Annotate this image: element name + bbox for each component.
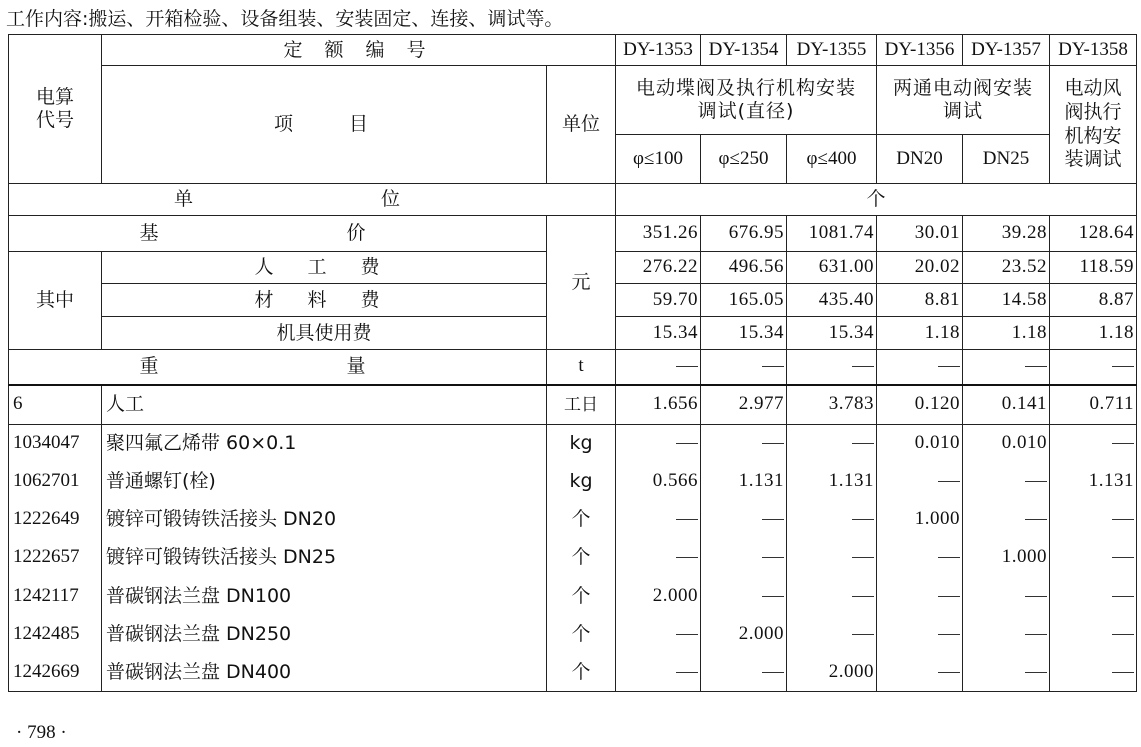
dash-mark	[852, 634, 874, 635]
material-value: 2.000	[701, 616, 787, 654]
weight-value	[963, 350, 1050, 385]
material-unit: 个	[547, 577, 616, 616]
dash-mark	[1025, 366, 1047, 367]
material-name: 普通螺钉(栓)	[102, 463, 547, 501]
labor-name: 人工	[102, 385, 547, 425]
material-code: 1222649	[9, 501, 102, 539]
material-name: 普碳钢法兰盘 DN100	[102, 577, 547, 616]
group-header-damper-actuator: 电动风阀执行机构安装调试	[1050, 66, 1137, 184]
material-value	[701, 425, 787, 463]
material-value	[701, 501, 787, 539]
material-row	[9, 539, 1137, 577]
material-value	[877, 577, 963, 616]
weight-value	[877, 350, 963, 385]
material-value	[787, 616, 877, 654]
spec-header: DN25	[963, 135, 1050, 184]
machine-cost-value: 15.34	[701, 317, 787, 350]
group-header-row	[9, 66, 1137, 135]
material-value	[787, 425, 877, 463]
quota-number: DY-1358	[1050, 35, 1137, 66]
work-content-caption: 工作内容:搬运、开箱检验、设备组装、安装固定、连接、调试等。	[6, 8, 564, 30]
labor-cost-value: 276.22	[616, 252, 701, 284]
material-value	[1050, 539, 1137, 577]
base-price-value: 30.01	[877, 216, 963, 252]
material-code: 1242669	[9, 654, 102, 692]
material-value: 2.000	[616, 577, 701, 616]
material-name: 普碳钢法兰盘 DN400	[102, 654, 547, 692]
material-name: 聚四氟乙烯带 60×0.1	[102, 425, 547, 463]
material-cost-value: 14.58	[963, 284, 1050, 317]
material-value	[963, 577, 1050, 616]
material-row	[9, 501, 1137, 539]
labor-value: 0.120	[877, 385, 963, 425]
dash-mark	[1025, 672, 1047, 673]
base-price-label: 基 价	[9, 216, 547, 252]
labor-cost-label: 人 工 费	[102, 252, 547, 284]
item-header: 项 目	[102, 66, 547, 184]
material-cost-value: 8.81	[877, 284, 963, 317]
unit-row-value: 个	[616, 184, 1137, 216]
dash-mark	[1112, 557, 1134, 558]
material-cost-label: 材 料 费	[102, 284, 547, 317]
dash-mark	[1112, 366, 1134, 367]
dash-mark	[1025, 481, 1047, 482]
material-value	[616, 501, 701, 539]
dash-mark	[762, 443, 784, 444]
group-header-two-way-valve: 两通电动阀安装调试	[877, 66, 1050, 135]
material-value	[963, 463, 1050, 501]
unit-row	[9, 184, 1137, 216]
weight-value	[787, 350, 877, 385]
dash-mark	[1025, 634, 1047, 635]
quota-number: DY-1354	[701, 35, 787, 66]
material-unit: 个	[547, 539, 616, 577]
quota-number-row	[9, 35, 1137, 66]
material-value	[701, 577, 787, 616]
material-value	[787, 501, 877, 539]
quota-number-label: 定 额 编 号	[102, 35, 616, 66]
labor-value: 1.656	[616, 385, 701, 425]
material-name: 普碳钢法兰盘 DN250	[102, 616, 547, 654]
dash-mark	[676, 443, 698, 444]
dash-mark	[762, 366, 784, 367]
material-value: 1.000	[877, 501, 963, 539]
material-value: 1.000	[963, 539, 1050, 577]
material-value	[701, 654, 787, 692]
currency-unit: 元	[547, 216, 616, 350]
labor-cost-value: 496.56	[701, 252, 787, 284]
material-name: 镀锌可锻铸铁活接头 DN25	[102, 539, 547, 577]
material-code: 1034047	[9, 425, 102, 463]
material-value	[963, 501, 1050, 539]
material-value	[963, 654, 1050, 692]
machine-cost-value: 1.18	[1050, 317, 1137, 350]
material-value	[1050, 616, 1137, 654]
labor-value: 0.711	[1050, 385, 1137, 425]
dash-mark	[676, 634, 698, 635]
material-unit: 个	[547, 501, 616, 539]
labor-value: 2.977	[701, 385, 787, 425]
unit-header: 单位	[547, 66, 616, 184]
material-value	[616, 616, 701, 654]
material-value: 2.000	[787, 654, 877, 692]
labor-row	[9, 385, 1137, 425]
group-header-butterfly-valve: 电动堞阀及执行机构安装调试(直径)	[616, 66, 877, 135]
material-value	[877, 654, 963, 692]
material-row	[9, 425, 1137, 463]
dash-mark	[1025, 519, 1047, 520]
spec-header: φ≤400	[787, 135, 877, 184]
labor-cost-value: 631.00	[787, 252, 877, 284]
dash-mark	[852, 596, 874, 597]
base-price-row	[9, 216, 1137, 252]
material-value	[787, 539, 877, 577]
machine-cost-value: 15.34	[616, 317, 701, 350]
material-value: 1.131	[701, 463, 787, 501]
code-header-label: 电算代号	[35, 86, 74, 131]
dash-mark	[852, 366, 874, 367]
dash-mark	[762, 596, 784, 597]
material-unit: 个	[547, 654, 616, 692]
dash-mark	[762, 519, 784, 520]
labor-cost-value: 20.02	[877, 252, 963, 284]
material-value: 1.131	[1050, 463, 1137, 501]
dash-mark	[676, 519, 698, 520]
quota-number: DY-1356	[877, 35, 963, 66]
weight-row	[9, 350, 1137, 385]
material-cost-value: 8.87	[1050, 284, 1137, 317]
material-cost-value: 59.70	[616, 284, 701, 317]
material-value	[1050, 501, 1137, 539]
material-unit: kg	[547, 463, 616, 501]
material-value	[1050, 425, 1137, 463]
material-value: 1.131	[787, 463, 877, 501]
weight-value	[701, 350, 787, 385]
machine-cost-value: 15.34	[787, 317, 877, 350]
machine-cost-value: 1.18	[877, 317, 963, 350]
dash-mark	[938, 596, 960, 597]
material-value	[877, 616, 963, 654]
material-row	[9, 577, 1137, 616]
weight-value	[616, 350, 701, 385]
dash-mark	[676, 557, 698, 558]
labor-value: 3.783	[787, 385, 877, 425]
dash-mark	[762, 557, 784, 558]
base-price-value: 351.26	[616, 216, 701, 252]
material-value	[616, 654, 701, 692]
material-code: 1242117	[9, 577, 102, 616]
dash-mark	[762, 672, 784, 673]
spec-header: φ≤250	[701, 135, 787, 184]
dash-mark	[676, 366, 698, 367]
material-value	[1050, 577, 1137, 616]
base-price-value: 128.64	[1050, 216, 1137, 252]
quota-number: DY-1355	[787, 35, 877, 66]
dash-mark	[852, 443, 874, 444]
material-unit: kg	[547, 425, 616, 463]
material-code: 1222657	[9, 539, 102, 577]
dash-mark	[1112, 634, 1134, 635]
weight-unit: t	[547, 350, 616, 385]
labor-unit: 工日	[547, 385, 616, 425]
material-cost-value: 165.05	[701, 284, 787, 317]
dash-mark	[1112, 596, 1134, 597]
material-cost-value: 435.40	[787, 284, 877, 317]
material-code: 1062701	[9, 463, 102, 501]
dash-mark	[938, 634, 960, 635]
quota-number: DY-1353	[616, 35, 701, 66]
dash-mark	[1025, 596, 1047, 597]
labor-code: 6	[9, 385, 102, 425]
code-header	[9, 35, 102, 184]
material-row	[9, 616, 1137, 654]
material-value: 0.010	[877, 425, 963, 463]
dash-mark	[938, 557, 960, 558]
labor-cost-value: 118.59	[1050, 252, 1137, 284]
labor-value: 0.141	[963, 385, 1050, 425]
material-value	[787, 577, 877, 616]
material-unit: 个	[547, 616, 616, 654]
dash-mark	[938, 366, 960, 367]
material-value	[616, 425, 701, 463]
base-price-value: 676.95	[701, 216, 787, 252]
material-code: 1242485	[9, 616, 102, 654]
machine-cost-label: 机具使用费	[102, 317, 547, 350]
material-value: 0.010	[963, 425, 1050, 463]
material-name: 镀锌可锻铸铁活接头 DN20	[102, 501, 547, 539]
unit-row-label: 单 位	[9, 184, 616, 216]
weight-label: 重 量	[9, 350, 547, 385]
material-value	[963, 616, 1050, 654]
machine-cost-value: 1.18	[963, 317, 1050, 350]
quota-number: DY-1357	[963, 35, 1050, 66]
base-price-value: 39.28	[963, 216, 1050, 252]
labor-cost-value: 23.52	[963, 252, 1050, 284]
dash-mark	[938, 672, 960, 673]
material-value: 0.566	[616, 463, 701, 501]
of-which-label: 其中	[9, 252, 102, 350]
material-value	[877, 539, 963, 577]
spec-header: φ≤100	[616, 135, 701, 184]
material-value	[1050, 654, 1137, 692]
material-value	[616, 539, 701, 577]
dash-mark	[938, 481, 960, 482]
dash-mark	[852, 557, 874, 558]
page-number: · 798 ·	[16, 722, 67, 743]
dash-mark	[852, 519, 874, 520]
spec-header: DN20	[877, 135, 963, 184]
dash-mark	[676, 672, 698, 673]
material-row	[9, 463, 1137, 501]
material-row	[9, 654, 1137, 692]
base-price-value: 1081.74	[787, 216, 877, 252]
quota-table	[8, 34, 1137, 692]
weight-value	[1050, 350, 1137, 385]
dash-mark	[1112, 672, 1134, 673]
dash-mark	[1112, 519, 1134, 520]
dash-mark	[1112, 443, 1134, 444]
material-value	[877, 463, 963, 501]
material-value	[701, 539, 787, 577]
